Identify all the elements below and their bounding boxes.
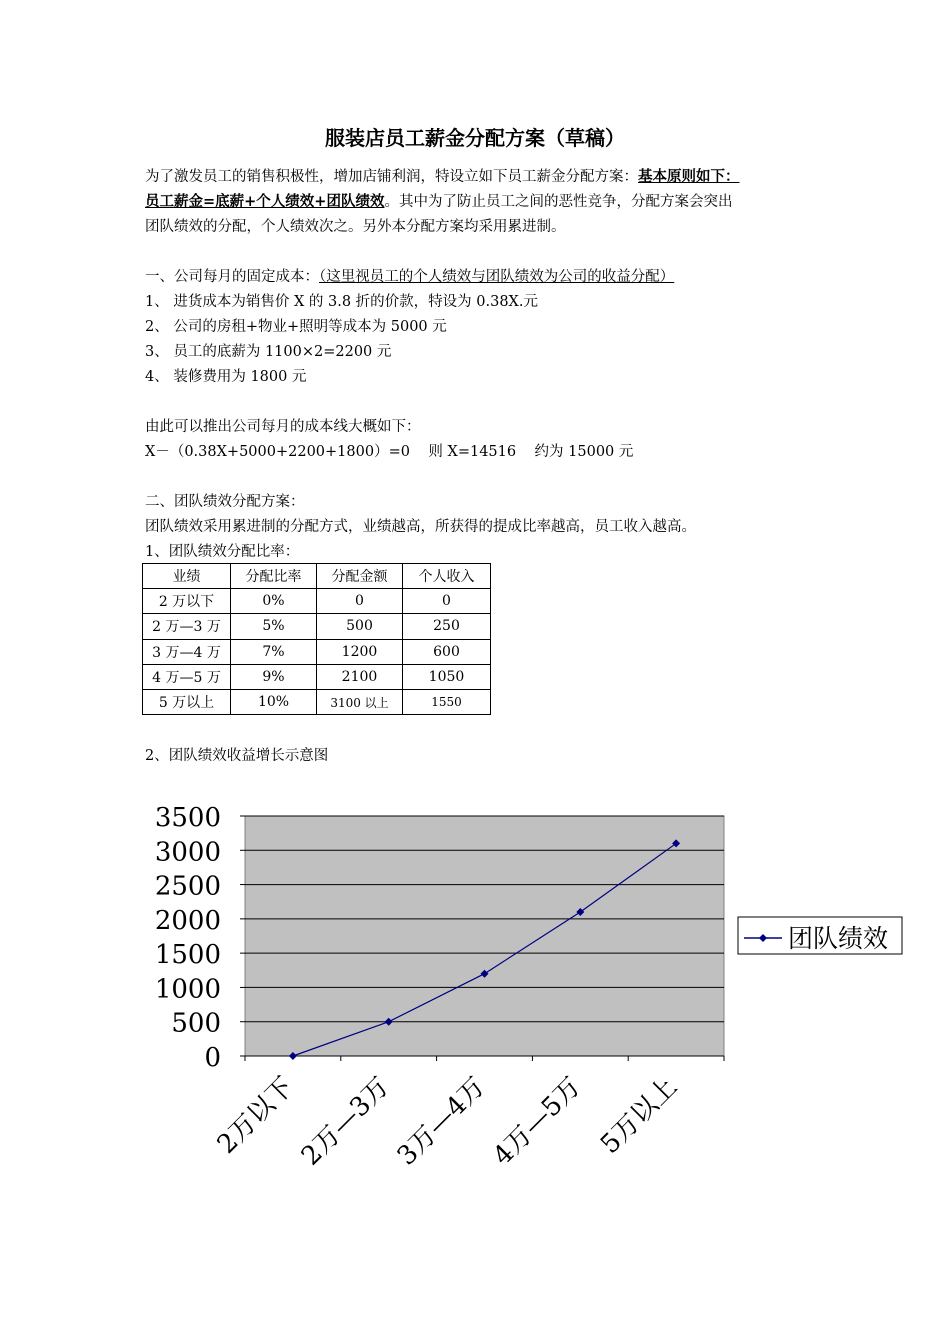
- table-cell: 5 万以上: [143, 689, 231, 714]
- table-cell: 1050: [403, 664, 491, 689]
- table-cell: 2 万—3 万: [143, 614, 231, 639]
- table-caption: 1、团队绩效分配比率：: [145, 544, 300, 560]
- section1-heading-note: （这里视员工的个人绩效与团队绩效为公司的收益分配）: [319, 269, 675, 285]
- table-row: [143, 589, 491, 614]
- table-row: [143, 689, 491, 714]
- section1-heading: [145, 267, 674, 287]
- table-cell: 1200: [317, 639, 403, 664]
- intro-line-3: 团队绩效的分配，个人绩效次之。另外本分配方案均采用累进制。: [145, 219, 566, 235]
- x-tick-label: 2万以下: [211, 1071, 300, 1160]
- chart-legend: [738, 917, 902, 954]
- table-cell: 0: [317, 589, 403, 614]
- table-cell: 2100: [317, 664, 403, 689]
- table-header-row: [143, 564, 491, 589]
- table-header: 分配比率: [231, 564, 317, 589]
- table-cell: 7%: [231, 639, 317, 664]
- plot-area: [245, 816, 724, 1056]
- table-cell: 0%: [231, 589, 317, 614]
- y-tick-label: 1000: [154, 974, 221, 1005]
- cost-item: 4、 装修费用为 1800 元: [145, 369, 307, 385]
- table-header: 分配金额: [317, 564, 403, 589]
- y-tick-label: 500: [171, 1008, 221, 1039]
- table-row: [143, 614, 491, 639]
- y-tick-label: 0: [204, 1043, 221, 1073]
- section1-heading-text: 一、公司每月的固定成本：: [145, 269, 319, 285]
- intro-text: 。其中为了防止员工之间的恶性竞争，分配方案会突出: [384, 194, 733, 210]
- table-cell: 10%: [231, 689, 317, 714]
- y-tick-label: 2500: [154, 871, 221, 902]
- table-cell: 250: [403, 614, 491, 639]
- table-row: [143, 639, 491, 664]
- intro-text: 为了激发员工的销售积极性，增加店铺利润，特设立如下员工薪金分配方案：: [145, 169, 638, 185]
- x-tick-label: 2万—3万: [295, 1071, 396, 1172]
- legend-label: 团队绩效: [788, 924, 889, 953]
- cost-item: 3、 员工的底薪为 1100×2=2200 元: [145, 344, 392, 360]
- salary-formula: 员工薪金=底薪+个人绩效+团队绩效: [145, 193, 385, 210]
- performance-line-chart: [0, 780, 950, 1200]
- table-cell: 3 万—4 万: [143, 639, 231, 664]
- table-cell: 0: [403, 589, 491, 614]
- section2-desc: 团队绩效采用累进制的分配方式，业绩越高，所获得的提成比率越高，员工收入越高。: [145, 519, 696, 535]
- y-tick-label: 3000: [154, 837, 221, 868]
- table-cell: 9%: [231, 664, 317, 689]
- cost-item: 2、 公司的房租+物业+照明等成本为 5000 元: [145, 319, 447, 335]
- table-cell: 4 万—5 万: [143, 664, 231, 689]
- chart-caption: 2、团队绩效收益增长示意图: [145, 748, 329, 764]
- cost-item: 1、 进货成本为销售价 X 的 3.8 折的价款，特设为 0.38X.元: [145, 294, 538, 310]
- table-cell: 1550: [403, 689, 491, 714]
- y-tick-label: 3500: [154, 803, 221, 833]
- table-cell: 5%: [231, 614, 317, 639]
- rates-table: [142, 563, 491, 715]
- y-tick-label: 2000: [154, 905, 221, 936]
- x-tick-label: 4万—5万: [487, 1071, 588, 1172]
- page-title: 服装店员工薪金分配方案（草稿）: [325, 126, 625, 150]
- intro-line-2: [145, 192, 732, 212]
- table-header: 业绩: [143, 564, 231, 589]
- principle-label: 基本原则如下：: [638, 168, 740, 185]
- x-tick-label: 5万以上: [594, 1071, 684, 1160]
- y-tick-label: 1500: [154, 940, 221, 971]
- table-cell: 500: [317, 614, 403, 639]
- table-cell: 2 万以下: [143, 589, 231, 614]
- section2-heading: 二、团队绩效分配方案：: [145, 494, 305, 510]
- x-tick-label: 3万—4万: [391, 1071, 492, 1172]
- table-cell: 600: [403, 639, 491, 664]
- table-cell: 3100 以上: [317, 689, 403, 714]
- cost-formula: X－（0.38X+5000+2200+1800）=0 则 X=14516 约为 15000 元: [145, 444, 634, 460]
- intro-line-1: [145, 167, 740, 187]
- derive-intro: 由此可以推出公司每月的成本线大概如下：: [145, 419, 421, 435]
- table-row: [143, 664, 491, 689]
- table-header: 个人收入: [403, 564, 491, 589]
